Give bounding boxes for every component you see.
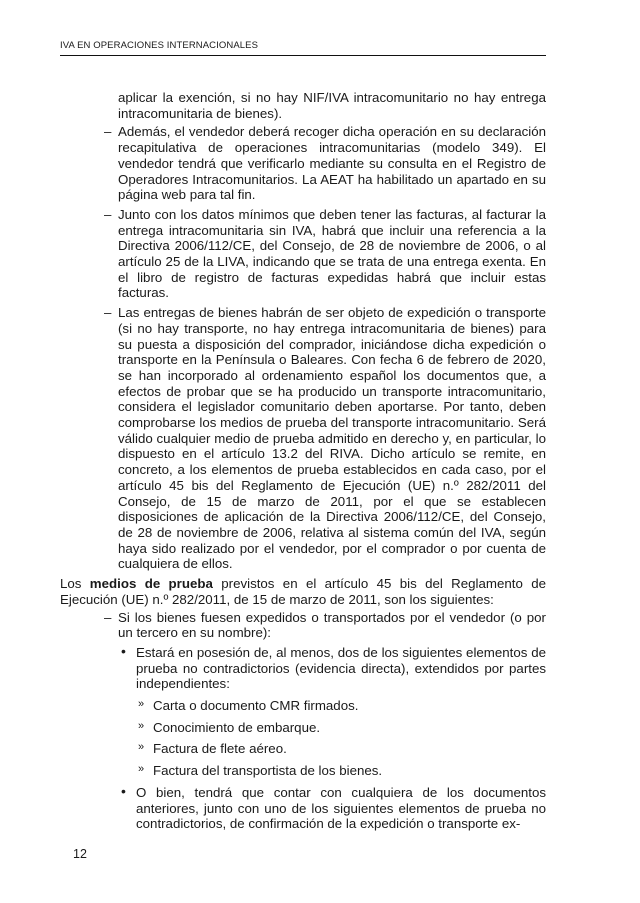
sub-list-item (60, 720, 546, 736)
bullet-marker: • (121, 642, 126, 659)
dash-item-text: Además, el vendedor deberá recoger dicha operación en su declaración recapitulativa de operaciones intracomunitarias (modelo 349). El vendedor tendrá que verificarlo mediante su consulta en el Registro de Operadores Intracomunitarios. La AEAT ha habilitado un apartado en su página web para tal fin. (118, 124, 546, 203)
dash-marker: – (104, 609, 112, 625)
guillemet-marker: » (138, 698, 145, 711)
dash-list-item (60, 207, 546, 301)
dash-item-text: Las entregas de bienes habrán de ser objeto de expedición o transporte (si no hay transporte, no hay entrega intracomunitaria de bienes) para su puesta a disposición del comprador, iniciándose dicha expedición o transporte en la Península o Baleares. Con fecha 6 de febrero de 2020, se han incorporado al ordenamiento español los documentos que, a efectos de probar que se ha producido un transporte intracomunitario, considera el legislador comunitario deben aportarse. Por tanto, deben comprobarse los medios de prueba del transporte intracomunitario. Será válido cualquier medio de prueba admitido en derecho y, en particular, lo dispuesto en el artículo 13.2 del RIVA. Dicho artículo se remite, en concreto, a los elementos de prueba establecidos en cada caso, por el artículo 45 bis del Reglamento de Ejecución (UE) n.º 282/2011 del Consejo, de 15 de marzo de 2011, por el que se establecen disposiciones de aplicación de la Directiva 2006/112/CE, del Consejo, de 28 de noviembre de 2006, relativa al sistema común del IVA, según haya sido realizado por el vendedor, por el comprador o por cuenta de cualquiera de ellos. (118, 305, 546, 572)
guillemet-marker: » (138, 719, 145, 732)
sub-item-text: Conocimiento de embarque. (153, 719, 321, 735)
sub-item-text: Factura de flete aéreo. (153, 741, 287, 757)
dash-item-text: Si los bienes fuesen expedidos o transportados por el vendedor (o por un tercero en su nombre): (118, 609, 546, 641)
dash-list-item (60, 305, 546, 572)
bullet-marker: • (121, 782, 126, 799)
sub-item-text: Carta o documento CMR firmados. (153, 698, 359, 714)
medios-prueba-paragraph (60, 576, 546, 607)
dash-marker: – (104, 305, 112, 321)
sub-list-item (60, 741, 546, 757)
dash-list-item (60, 124, 546, 203)
dash-list-item (60, 610, 546, 641)
bullet-text: Estará en posesión de, al menos, dos de los siguientes elementos de prueba no contradictorios (evidencia directa), extendidos por partes independientes: (136, 644, 546, 692)
dash-marker: – (104, 124, 112, 140)
guillemet-marker: » (138, 741, 145, 754)
dash-item-text: Junto con los datos mínimos que deben tener las facturas, al facturar la entrega intracomunitaria sin IVA, habrá que incluir una referencia a la Directiva 2006/112/CE, del Consejo, de 28 de noviembre de 2006, o al artículo 25 de la LIVA, indicando que se trata de una entrega exenta. En el libro de registro de facturas expedidas habrá que incluir estas facturas. (118, 206, 546, 301)
page-body (60, 90, 546, 838)
dash-marker: – (104, 206, 112, 222)
guillemet-marker: » (138, 763, 145, 776)
sub-item-text: Factura del transportista de los bienes. (153, 763, 383, 779)
bullet-item (60, 642, 546, 692)
paragraph-lead: Los (60, 576, 90, 592)
running-header: IVA EN OPERACIONES INTERNACIONALES (60, 40, 546, 56)
paragraph-bold-term: medios de prueba (89, 576, 213, 592)
sub-list-item (60, 698, 546, 714)
bullet-item (60, 782, 546, 832)
continuation-text: aplicar la exención, si no hay NIF/IVA intracomunitario no hay entrega intracomunitaria de bienes). (118, 90, 546, 121)
page-number: 12 (73, 847, 87, 861)
paragraph-rest: previstos en el artículo 45 bis del Reglamento de Ejecución (UE) n.º 282/2011, de 15 de marzo de 2011, son los siguientes: (60, 576, 546, 607)
bullet-text: O bien, tendrá que contar con cualquiera de los documentos anteriores, junto con uno de los siguientes elementos de prueba no contradictorios, de confirmación de la expedición o transporte ex- (136, 784, 546, 832)
sub-list-item (60, 763, 546, 779)
